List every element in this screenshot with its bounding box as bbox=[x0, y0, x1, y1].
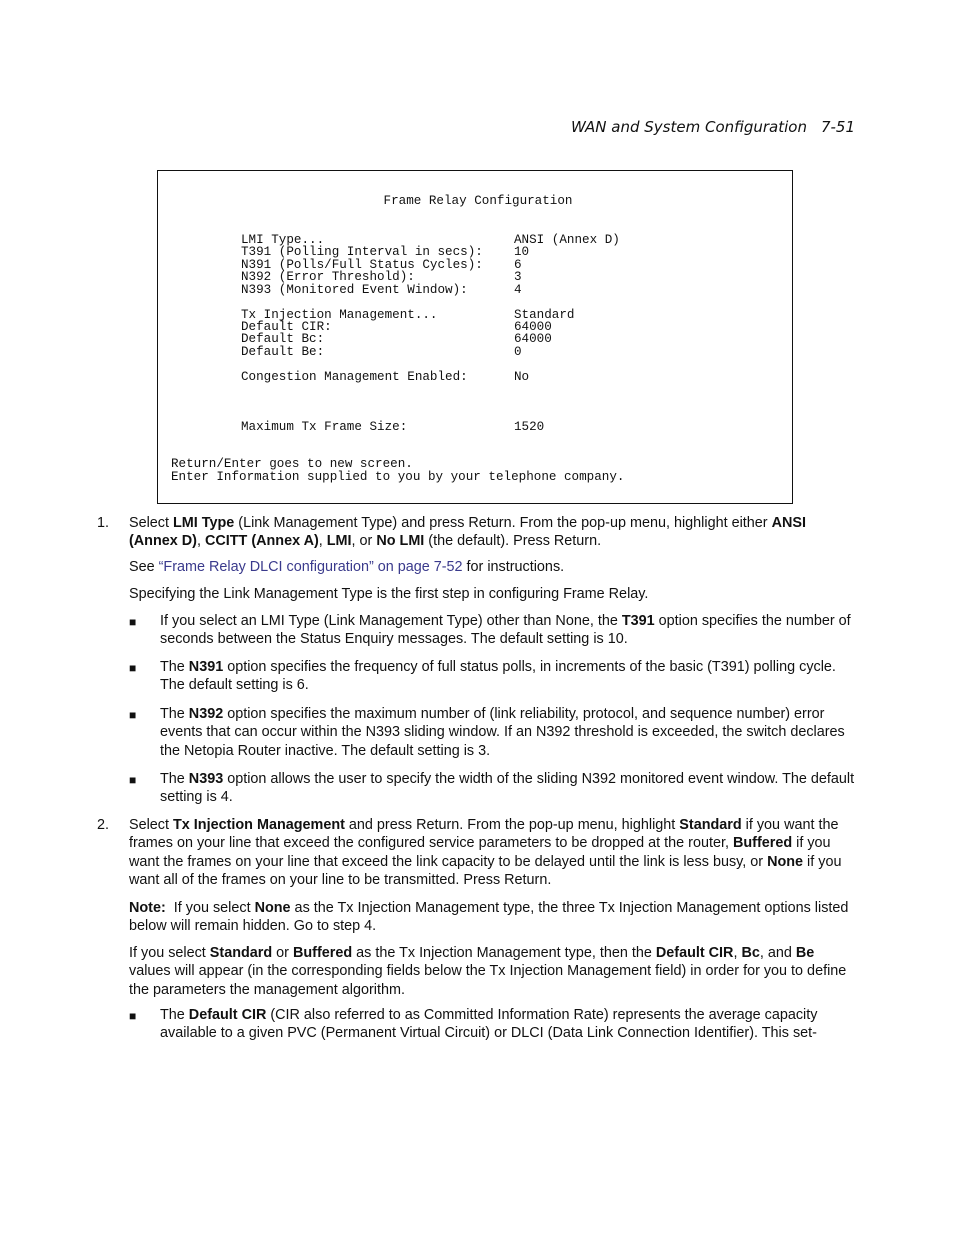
n393-row[interactable] bbox=[241, 284, 721, 297]
row-label: N393 (Monitored Event Window): bbox=[241, 283, 468, 297]
row-label: LMI Type... bbox=[241, 233, 325, 247]
row-value: 64000 bbox=[514, 332, 552, 346]
frame-relay-configuration-screen bbox=[157, 170, 793, 504]
row-label: Default Be: bbox=[241, 345, 325, 359]
screen-title: Frame Relay Configuration bbox=[383, 194, 573, 208]
row-value: ANSI (Annex D) bbox=[514, 233, 620, 247]
row-value: 6 bbox=[514, 258, 522, 272]
bullet-icon: ■ bbox=[129, 1009, 137, 1023]
bullet-n393: The N393 option allows the user to specify the width of the sliding N392 monitored event window. The default setting is 4. bbox=[160, 771, 855, 806]
running-header bbox=[571, 118, 855, 136]
step-2-text: Select Tx Injection Management and press Return. From the pop-up menu, highlight Standard if you want the frames on your line that exceed the configured service parameters to be dropped at the router, Buffered if you want the frames on your line that exceed the link capacity to be delayed until the link is less busy, or None if you want all of the frames on your line to be transmitted. Press Return. bbox=[129, 817, 842, 889]
row-label: T391 (Polling Interval in secs): bbox=[241, 245, 483, 259]
step-1-text: Select LMI Type (Link Management Type) and press Return. From the pop-up menu, highlight either ANSI (Annex D), CCITT (Annex A), LMI, or No LMI (the default). Press Return. bbox=[129, 515, 806, 550]
congestion-management-row[interactable] bbox=[241, 371, 721, 384]
row-value: 64000 bbox=[514, 320, 552, 334]
bullet-icon: ■ bbox=[129, 773, 137, 787]
bullet-icon: ■ bbox=[129, 661, 137, 675]
row-value: 0 bbox=[514, 345, 522, 359]
row-value: 4 bbox=[514, 283, 522, 297]
row-value: No bbox=[514, 370, 530, 384]
row-label: Congestion Management Enabled: bbox=[241, 370, 468, 384]
section-title: WAN and System Configuration bbox=[570, 118, 807, 136]
note-paragraph: Note: If you select None as the Tx Injection Management type, the three Tx Injection Management options listed below will remain hidden. Go to step 4. bbox=[129, 900, 849, 935]
row-value: Standard bbox=[514, 308, 575, 322]
specifying-paragraph: Specifying the Link Management Type is the first step in configuring Frame Relay. bbox=[129, 586, 649, 602]
step-number: 1. bbox=[97, 515, 110, 531]
row-value: 3 bbox=[514, 270, 522, 284]
screen-footer-line: Enter Information supplied to you by your telephone company. bbox=[171, 470, 625, 484]
if-select-paragraph: If you select Standard or Buffered as the Tx Injection Management type, then the Default CIR, Bc, and Be values will appear (in the corresponding fields below the Tx Injection Management field) in order for you to define the parameters the management algorithm. bbox=[129, 945, 847, 998]
bullet-icon: ■ bbox=[129, 708, 137, 722]
row-label: Default Bc: bbox=[241, 332, 325, 346]
bullet-default-cir: The Default CIR (CIR also referred to as Committed Information Rate) represents the average capacity available to a given PVC (Permanent Virtual Circuit) or DLCI (Data Link Connection Identifier). This set- bbox=[160, 1007, 818, 1042]
frame-relay-dlci-link[interactable]: “Frame Relay DLCI configuration” on page 7-52 bbox=[158, 559, 463, 575]
row-label: Maximum Tx Frame Size: bbox=[241, 420, 408, 434]
row-label: N391 (Polls/Full Status Cycles): bbox=[241, 258, 483, 272]
bullet-icon: ■ bbox=[129, 615, 137, 629]
bullet-n392: The N392 option specifies the maximum number of (link reliability, protocol, and sequence number) error events that can occur within the N393 sliding window. If an N392 threshold is exceeded, the switch declares the Netopia Router inactive. The default setting is 3. bbox=[160, 706, 845, 759]
see-reference: See “Frame Relay DLCI configuration” on page 7-52 for instructions. bbox=[129, 559, 565, 575]
screen-footer-line: Return/Enter goes to new screen. bbox=[171, 457, 413, 471]
row-value: 10 bbox=[514, 245, 530, 259]
row-label: Default CIR: bbox=[241, 320, 332, 334]
page-number: 7-51 bbox=[820, 118, 855, 136]
default-be-row[interactable] bbox=[241, 346, 721, 359]
bullet-n391: The N391 option specifies the frequency of full status polls, in increments of the basic (T391) polling cycle. The default setting is 6. bbox=[160, 659, 836, 694]
bullet-t391: If you select an LMI Type (Link Management Type) other than None, the T391 option specifies the number of seconds between the Status Enquiry messages. The default setting is 10. bbox=[160, 613, 851, 648]
max-frame-size-row[interactable] bbox=[241, 421, 721, 434]
row-label: Tx Injection Management... bbox=[241, 308, 438, 322]
step-number: 2. bbox=[97, 817, 110, 833]
row-value: 1520 bbox=[514, 420, 545, 434]
row-label: N392 (Error Threshold): bbox=[241, 270, 415, 284]
